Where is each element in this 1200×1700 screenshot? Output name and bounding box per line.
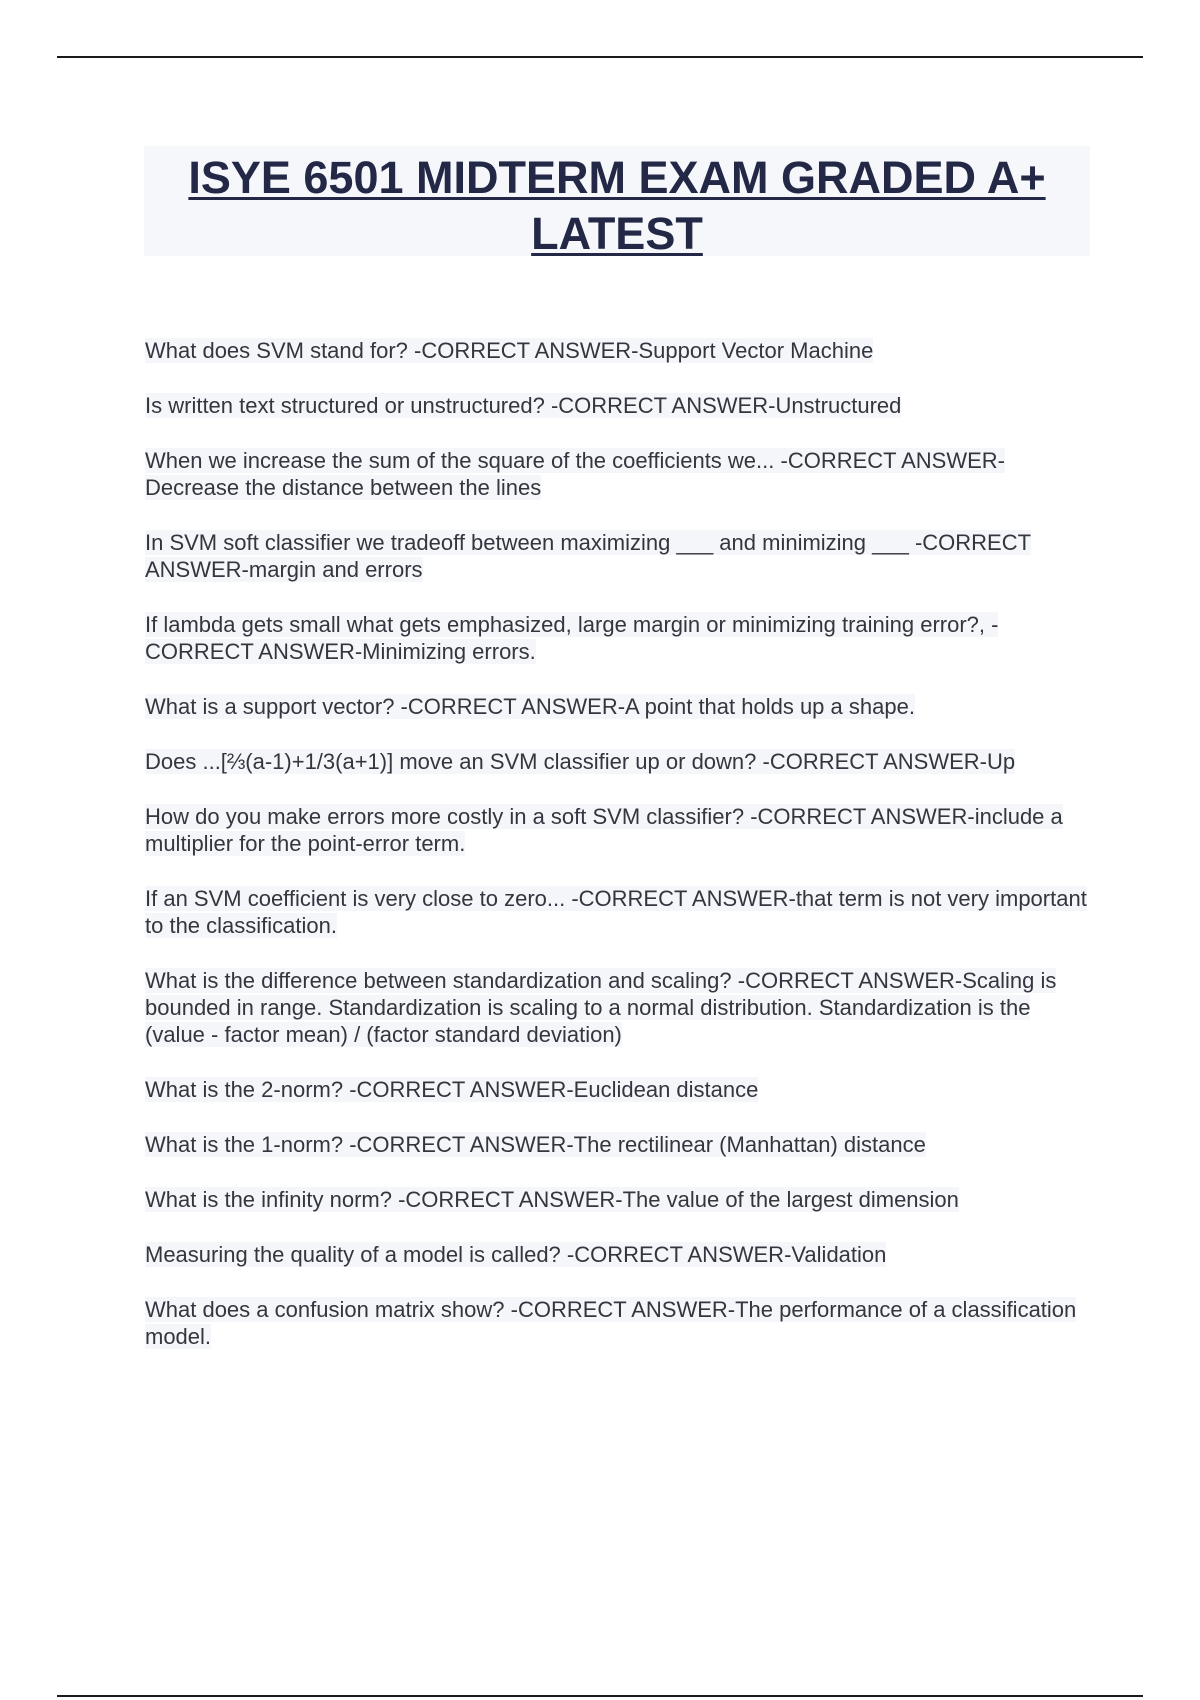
qa-text: What is the infinity norm? -CORRECT ANSWER-The value of the largest dimension: [145, 1187, 959, 1212]
qa-text: If lambda gets small what gets emphasized, large margin or minimizing training error?, -CORRECT ANSWER-Minimizing errors.: [145, 612, 999, 664]
qa-text: What is the 2-norm? -CORRECT ANSWER-Euclidean distance: [145, 1077, 759, 1102]
qa-text: If an SVM coefficient is very close to zero... -CORRECT ANSWER-that term is not very important to the classification.: [145, 886, 1087, 938]
qa-item: [145, 1076, 1090, 1103]
qa-item: [145, 447, 1090, 501]
qa-text: In SVM soft classifier we tradeoff between maximizing ___ and minimizing ___ -CORRECT ANSWER-margin and errors: [145, 530, 1032, 582]
header-rule: [57, 56, 1143, 58]
qa-item: [145, 693, 1090, 720]
qa-item: [145, 1296, 1090, 1350]
qa-text: What is a support vector? -CORRECT ANSWER-A point that holds up a shape.: [145, 694, 915, 719]
qa-item: [145, 748, 1090, 775]
qa-text: When we increase the sum of the square of the coefficients we... -CORRECT ANSWER-Decrease the distance between the lines: [145, 448, 1005, 500]
qa-item: [145, 611, 1090, 665]
footer-rule: [57, 1695, 1143, 1697]
qa-item: [145, 392, 1090, 419]
title-block: [144, 146, 1090, 259]
qa-item: [145, 1241, 1090, 1268]
qa-list: [145, 337, 1090, 1378]
qa-text: Measuring the quality of a model is called? -CORRECT ANSWER-Validation: [145, 1242, 887, 1267]
qa-text: Does ...[⅔(a-1)+1/3(a+1)] move an SVM classifier up or down? -CORRECT ANSWER-Up: [145, 749, 1016, 774]
document-title: ISYE 6501 MIDTERM EXAM GRADED A+ LATEST: [188, 152, 1046, 259]
qa-text: Is written text structured or unstructured? -CORRECT ANSWER-Unstructured: [145, 393, 902, 418]
qa-text: What does a confusion matrix show? -CORRECT ANSWER-The performance of a classification model.: [145, 1297, 1077, 1349]
qa-item: [145, 337, 1090, 364]
qa-text: What is the difference between standardization and scaling? -CORRECT ANSWER-Scaling is bounded in range. Standardization is scaling to a normal distribution. Standardization is the (value - factor mean) / (factor standard deviation): [145, 968, 1057, 1047]
qa-item: [145, 885, 1090, 939]
qa-text: What is the 1-norm? -CORRECT ANSWER-The rectilinear (Manhattan) distance: [145, 1132, 926, 1157]
qa-text: How do you make errors more costly in a soft SVM classifier? -CORRECT ANSWER-include a multiplier for the point-error term.: [145, 804, 1063, 856]
qa-item: [145, 803, 1090, 857]
qa-item: [145, 1186, 1090, 1213]
qa-text: What does SVM stand for? -CORRECT ANSWER-Support Vector Machine: [145, 338, 874, 363]
qa-item: [145, 529, 1090, 583]
qa-item: [145, 1131, 1090, 1158]
qa-item: [145, 967, 1090, 1048]
